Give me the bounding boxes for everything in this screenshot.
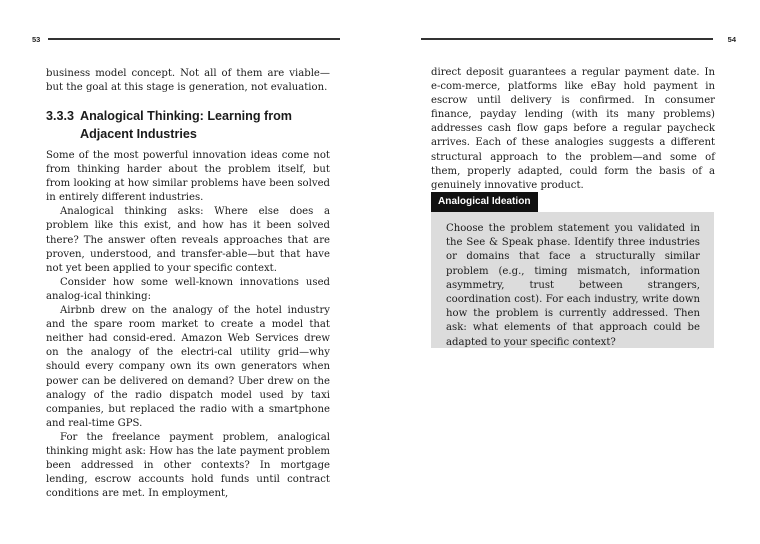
paragraph: business model concept. Not all of them are viable—but the goal at this stage is generation, not evaluation. — [46, 68, 330, 94]
continued-paragraph — [431, 66, 715, 193]
section-title-line1: Analogical Thinking: Learning from — [80, 109, 293, 123]
section-body — [46, 149, 330, 501]
paragraph: Airbnb drew on the analogy of the hotel industry and the spare room market to create a model that neither had consid-ered. Amazon Web Services drew on the analogy of the electri-cal utility grid—why should every company own its own generators when power can be delivered on demand? Uber drew on the analogy of the radio dispatch model used by taxi companies, but replaced the radio with a smartphone and real-time GPS. — [46, 305, 330, 429]
intro-paragraph — [46, 67, 330, 95]
paragraph: Analogical thinking asks: Where else does a problem like this exist, and how has it been solved there? The answer often reveals approaches that are proven, understood, and transfer-able—but that have not yet been applied to your specific context. — [46, 206, 330, 274]
section-title-line2: Adjacent Industries — [80, 127, 197, 141]
paragraph: direct deposit guarantees a regular payment date. In e-com-merce, platforms like eBay hold payment in escrow until delivery is confirmed. In consumer finance, payday lending (with its many problems) addresses cash flow gaps before a regular paycheck arrives. Each of these analogies suggests a different structural approach to the problem—and some of them, properly adapted, could form the basis of a genuinely innovative product. — [431, 67, 715, 191]
page-number: 53 — [32, 35, 41, 44]
section-number: 3.3.3 — [46, 109, 75, 123]
callout-box — [431, 212, 714, 348]
section-heading — [46, 107, 336, 143]
callout-label: Analogical Ideation — [431, 192, 538, 213]
callout-text: Choose the problem statement you validated in the See & Speak phase. Identify three industries or domains that face a structurally similar problem (e.g., timing mismatch, information asymmetry, trust between strangers, coordination cost). For each industry, write down how the problem is currently addressed. Then ask: what elements of that approach could be adapted to your specific context? — [446, 223, 700, 348]
header-rule — [48, 38, 340, 40]
page-number: 54 — [727, 35, 736, 44]
header-rule — [421, 38, 713, 40]
paragraph: Some of the most powerful innovation ideas come not from thinking harder about the problem itself, but from looking at how similar problems have been solved in entirely different industries. — [46, 150, 330, 204]
paragraph: For the freelance payment problem, analogical thinking might ask: How has the late payment problem been addressed in other contexts? In mortgage lending, escrow accounts hold funds until contract conditions are met. In employment, — [46, 431, 330, 500]
paragraph: Consider how some well-known innovations used analog-ical thinking: — [46, 276, 330, 302]
